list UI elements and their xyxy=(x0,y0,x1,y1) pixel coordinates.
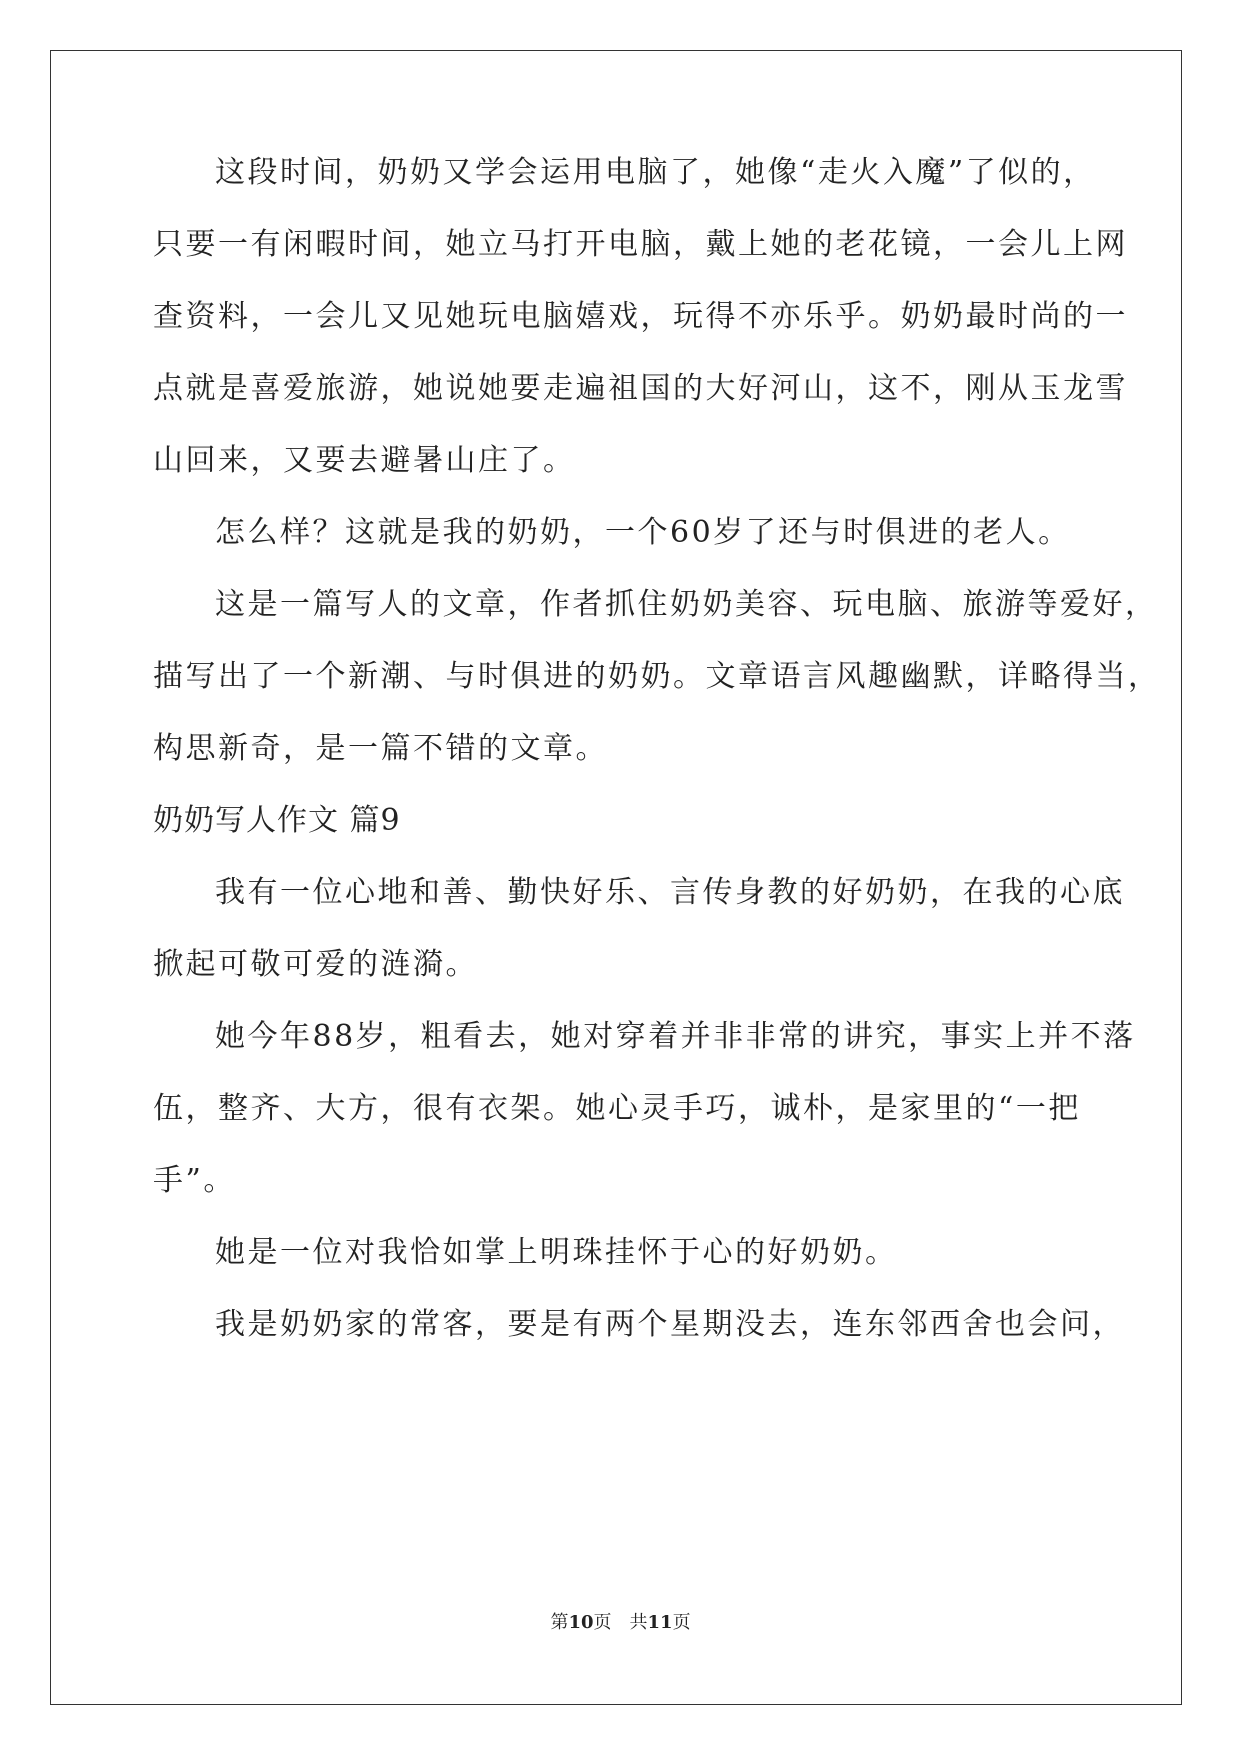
paragraph-line: 这是一篇写人的文章，作者抓住奶奶美容、玩电脑、旅游等爱好， xyxy=(215,587,1158,622)
paragraph-line: 手”。 xyxy=(153,1163,236,1198)
paragraph-line: 这段时间，奶奶又学会运用电脑了，她像“走火入魔”了似的， xyxy=(215,155,1096,190)
page-footer xyxy=(0,1611,1241,1635)
paragraph-line: 怎么样？这就是我的奶奶，一个60岁了还与时俱进的老人。 xyxy=(215,515,1071,550)
paragraph-line: 她今年88岁，粗看去，她对穿着并非非常的讲究，事实上并不落 xyxy=(215,1019,1136,1054)
paragraph-line: 查资料，一会儿又见她玩电脑嬉戏，玩得不亦乐乎。奶奶最时尚的一 xyxy=(153,299,1128,334)
page-unit: 页 xyxy=(593,1612,612,1633)
paragraph-line: 伍，整齐、大方，很有衣架。她心灵手巧，诚朴，是家里的“一把 xyxy=(153,1091,1081,1126)
paragraph-line: 山回来，又要去避暑山庄了。 xyxy=(153,443,576,478)
page-current: 10 xyxy=(568,1612,594,1633)
paragraph-line: 掀起可敬可爱的涟漪。 xyxy=(153,947,478,982)
section-heading: 奶奶写人作文 篇9 xyxy=(153,803,401,838)
total-unit: 页 xyxy=(672,1612,691,1633)
paragraph-line: 只要一有闲暇时间，她立马打开电脑，戴上她的老花镜，一会儿上网 xyxy=(153,227,1128,262)
paragraph-line: 我有一位心地和善、勤快好乐、言传身教的好奶奶，在我的心底 xyxy=(215,875,1125,910)
paragraph-line: 构思新奇，是一篇不错的文章。 xyxy=(153,731,608,766)
total-prefix: 共 xyxy=(629,1612,648,1633)
paragraph-line: 点就是喜爱旅游，她说她要走遍祖国的大好河山，这不，刚从玉龙雪 xyxy=(153,371,1128,406)
paragraph-line: 我是奶奶家的常客，要是有两个星期没去，连东邻西舍也会问， xyxy=(215,1307,1125,1342)
paragraph-line: 她是一位对我恰如掌上明珠挂怀于心的好奶奶。 xyxy=(215,1235,898,1270)
page-prefix: 第 xyxy=(550,1612,569,1633)
page-total: 11 xyxy=(647,1612,673,1633)
paragraph-line: 描写出了一个新潮、与时俱进的奶奶。文章语言风趣幽默，详略得当， xyxy=(153,659,1161,694)
